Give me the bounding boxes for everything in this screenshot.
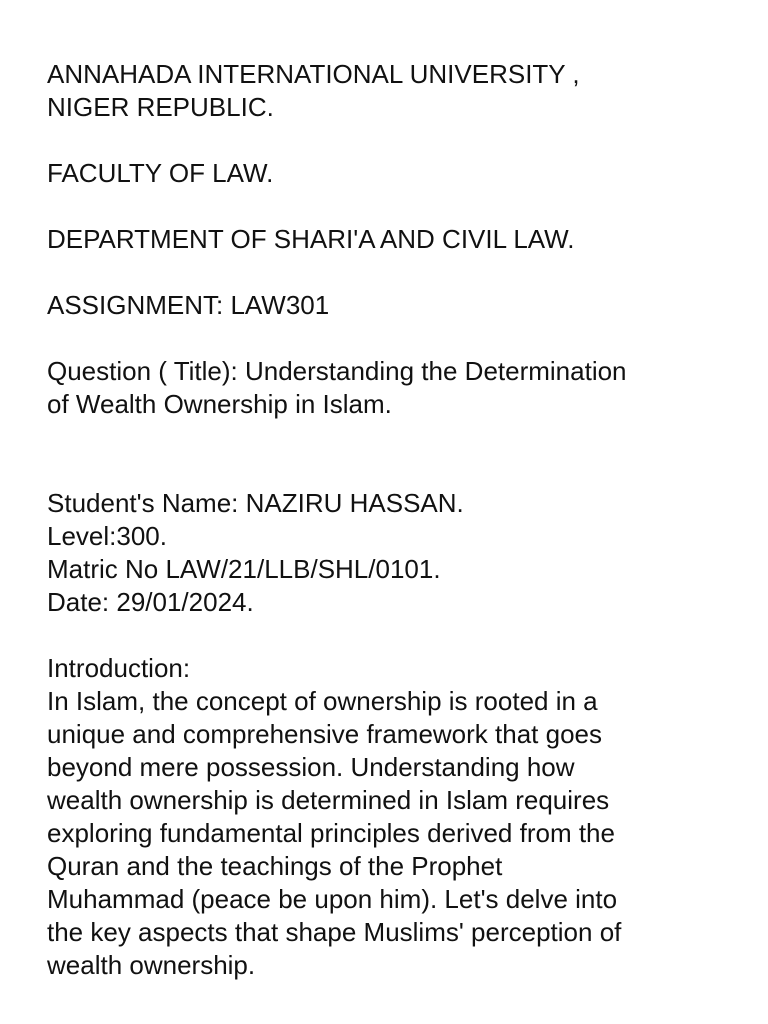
introduction-heading: Introduction: <box>47 653 191 683</box>
faculty-line: FACULTY OF LAW. <box>47 158 274 188</box>
introduction-paragraph <box>47 685 727 982</box>
document-body <box>47 58 727 982</box>
student-level-line: Level:300. <box>47 521 167 551</box>
question-title-line2: of Wealth Ownership in Islam. <box>47 389 392 419</box>
question-title-line1: Question ( Title): Understanding the Determination <box>47 356 627 386</box>
introduction-line: wealth ownership is determined in Islam requires <box>47 785 610 815</box>
introduction-line: In Islam, the concept of ownership is rooted in a <box>47 686 598 716</box>
introduction-line: the key aspects that shape Muslims' perception of <box>47 917 622 947</box>
introduction-line: wealth ownership. <box>47 950 256 980</box>
introduction-line: Quran and the teachings of the Prophet <box>47 851 503 881</box>
assignment-line: ASSIGNMENT: LAW301 <box>47 290 330 320</box>
introduction-line: exploring fundamental principles derived from the <box>47 818 615 848</box>
introduction-line: unique and comprehensive framework that goes <box>47 719 602 749</box>
introduction-line: beyond mere possession. Understanding how <box>47 752 575 782</box>
student-name-line: Student's Name: NAZIRU HASSAN. <box>47 488 464 518</box>
university-name-line1: ANNAHADA INTERNATIONAL UNIVERSITY , <box>47 59 580 89</box>
university-name-line2: NIGER REPUBLIC. <box>47 92 274 122</box>
department-line: DEPARTMENT OF SHARI'A AND CIVIL LAW. <box>47 224 575 254</box>
date-line: Date: 29/01/2024. <box>47 587 254 617</box>
introduction-line: Muhammad (peace be upon him). Let's delve into <box>47 884 618 914</box>
matric-number-line: Matric No LAW/21/LLB/SHL/0101. <box>47 554 441 584</box>
